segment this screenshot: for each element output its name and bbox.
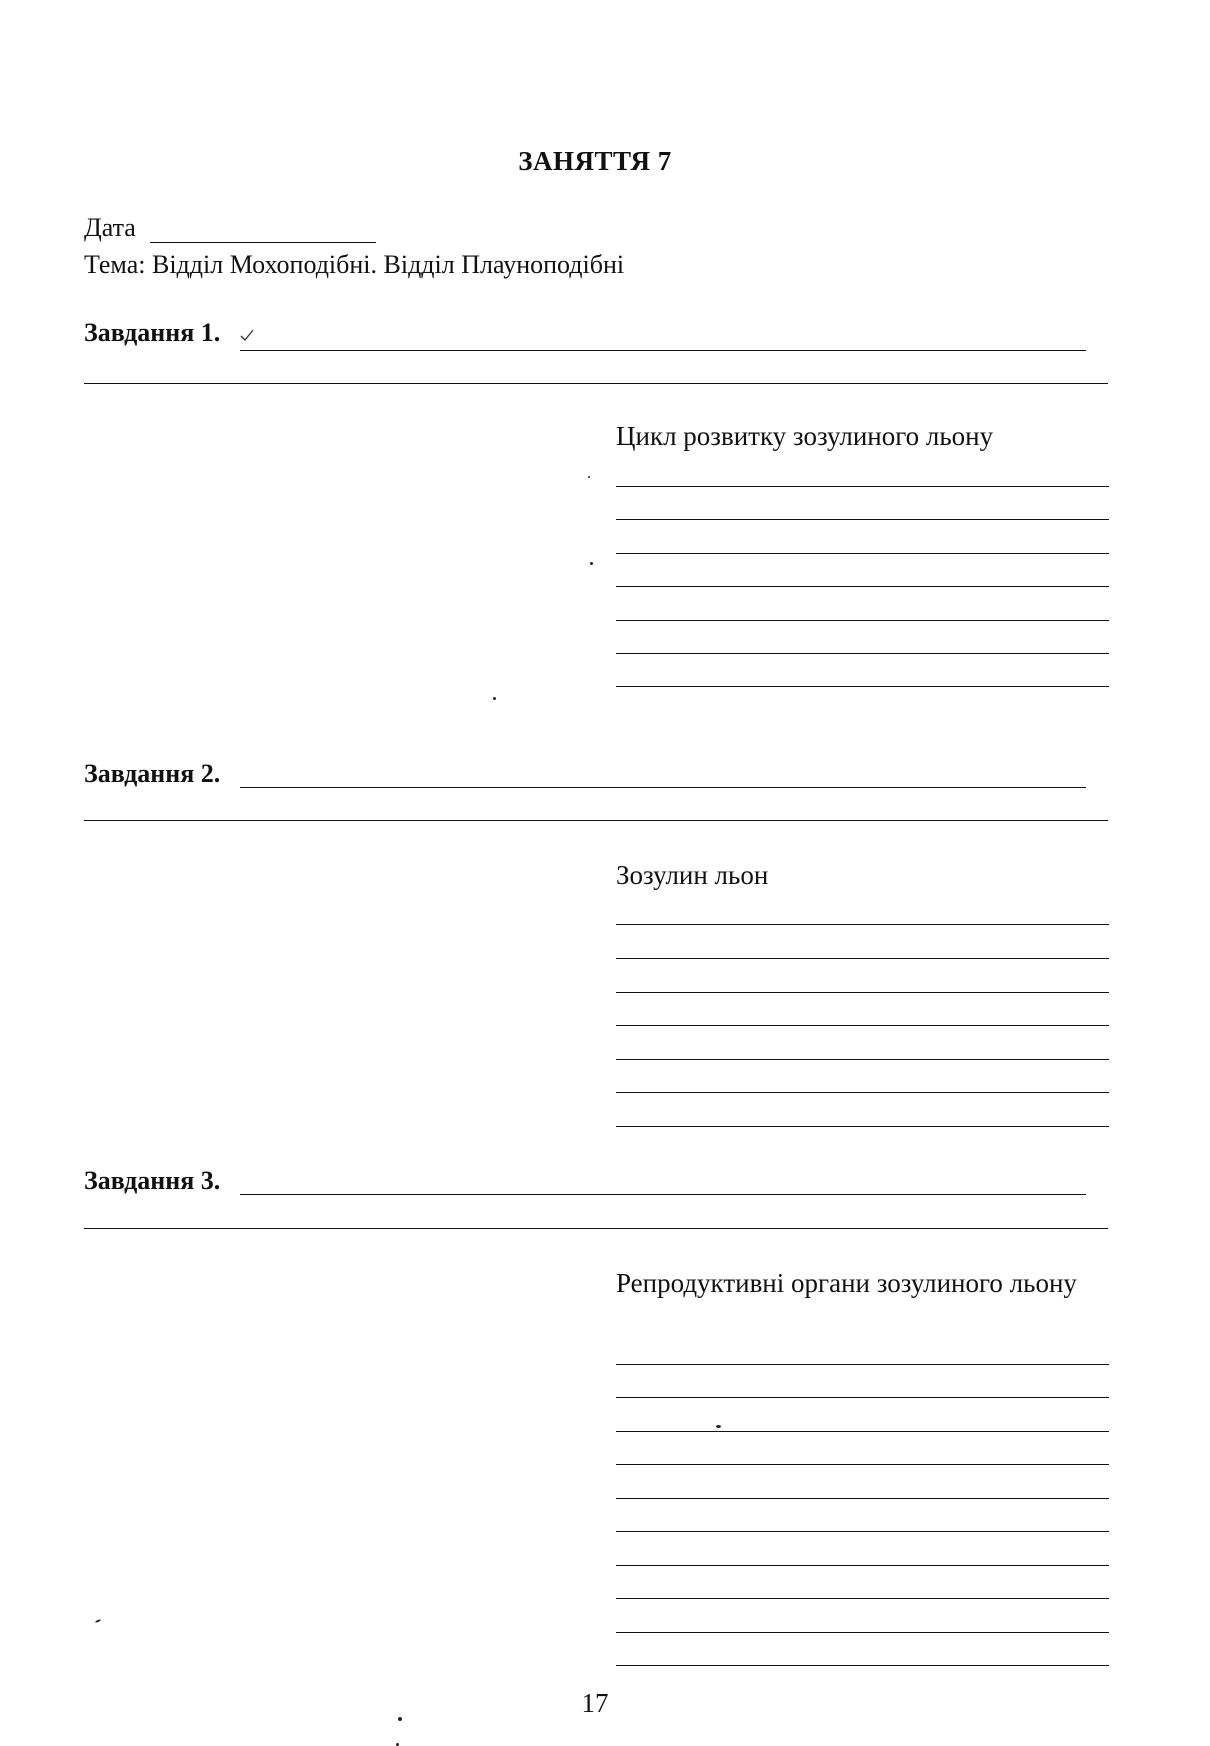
task-2-label: Завдання 2. [84,759,221,788]
task-2-answer-line-2[interactable] [84,820,1108,821]
page-number: 17 [581,1688,609,1718]
lesson-heading: ЗАНЯТТЯ 7 [518,146,672,176]
task-3-answer-line[interactable] [240,1194,1086,1195]
task-1-answer-line-2[interactable] [84,383,1108,384]
topic-line: Тема: Відділ Мохоподібні. Відділ Плауноподібні [84,250,625,279]
task-3-answer-line-2[interactable] [84,1228,1108,1229]
task-3-label: Завдання 3. [84,1166,221,1195]
date-field-line[interactable] [150,242,376,243]
date-label: Дата [84,213,136,242]
task-2-answer-line[interactable] [240,787,1086,788]
check-mark-icon [240,328,254,342]
task-3-caption: Репродуктивні органи зозулиного льону [616,1268,1077,1298]
task-1-caption: Цикл розвитку зозулиного льону [616,421,994,451]
task-2-caption: Зозулин льон [616,860,769,890]
task-1-answer-line[interactable] [240,350,1086,351]
task-1-label: Завдання 1. [84,318,221,347]
